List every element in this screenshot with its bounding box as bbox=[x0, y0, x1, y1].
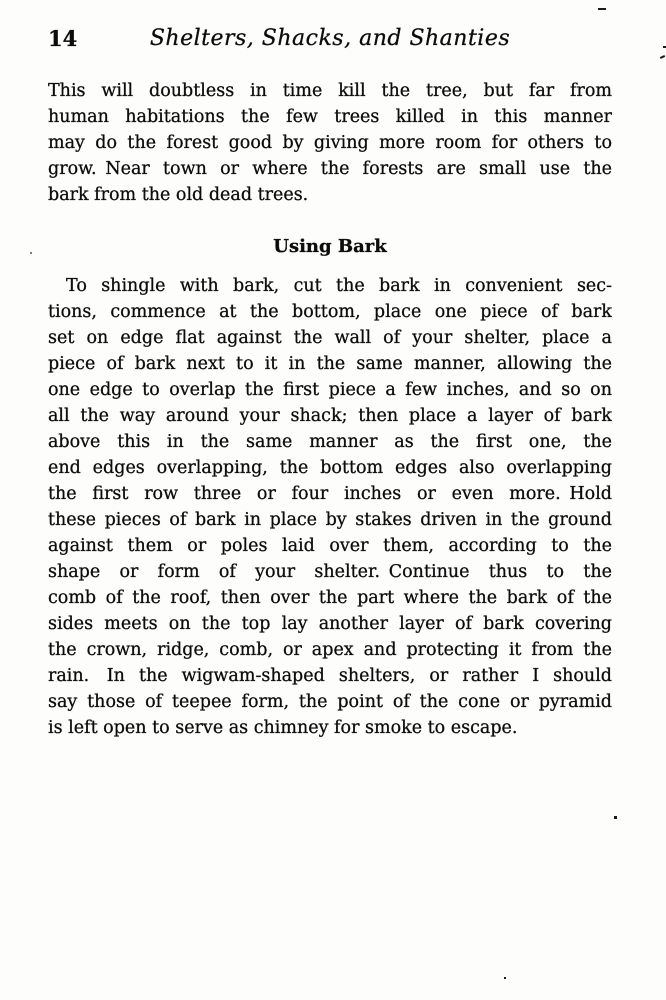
text-line: rain. In the wigwam-shaped shelters, or rather I should bbox=[48, 666, 612, 686]
text-line: above this in the same manner as the first one, the bbox=[48, 432, 612, 452]
text-line: is left open to serve as chimney for smoke to escape. bbox=[48, 718, 518, 738]
text-line: grow. Near town or where the forests are small use the bbox=[48, 159, 612, 179]
text-line: the first row three or four inches or even more. Hold bbox=[48, 484, 612, 504]
scan-artifact-dot bbox=[30, 252, 32, 254]
scan-artifact-dash bbox=[598, 8, 606, 10]
text-line: end edges overlapping, the bottom edges also overlapping bbox=[48, 458, 612, 478]
text-column bbox=[48, 25, 612, 741]
text-line: one edge to overlap the first piece a few inches, and so on bbox=[48, 380, 612, 400]
scan-artifact-tick bbox=[660, 55, 665, 59]
text-line: bark from the old dead trees. bbox=[48, 185, 309, 205]
text-line: these pieces of bark in place by stakes driven in the ground bbox=[48, 510, 612, 530]
text-line: say those of teepee form, the point of the cone or pyramid bbox=[48, 692, 612, 712]
page-number: 14 bbox=[48, 26, 78, 51]
paragraph bbox=[48, 78, 612, 208]
text-line: may do the forest good by giving more room for others to bbox=[48, 133, 612, 153]
text-line: the crown, ridge, comb, or apex and protecting it from the bbox=[48, 640, 612, 660]
text-line: tions, commence at the bottom, place one piece of bark bbox=[48, 302, 612, 322]
running-title: Shelters, Shacks, and Shanties bbox=[149, 26, 511, 51]
scan-artifact-dot bbox=[614, 816, 617, 819]
text-line: comb of the roof, then over the part where the bark of the bbox=[48, 588, 612, 608]
text-line: sides meets on the top lay another layer of bark covering bbox=[48, 614, 612, 634]
page-header bbox=[48, 25, 612, 52]
text-line: against them or poles laid over them, according to the bbox=[48, 536, 612, 556]
text-line: all the way around your shack; then place a layer of bark bbox=[48, 406, 612, 426]
text-line: shape or form of your shelter. Continue thus to the bbox=[48, 562, 612, 582]
text-line: set on edge flat against the wall of your shelter, place a bbox=[48, 328, 612, 348]
text-line: To shingle with bark, cut the bark in convenient sec- bbox=[66, 276, 612, 296]
text-line: human habitations the few trees killed in this manner bbox=[48, 107, 612, 127]
scan-artifact-dot bbox=[504, 977, 506, 979]
text-line: piece of bark next to it in the same manner, allowing the bbox=[48, 354, 612, 374]
paragraph bbox=[48, 273, 612, 741]
text-line: This will doubtless in time kill the tree, but far from bbox=[48, 81, 612, 101]
section-heading: Using Bark bbox=[273, 236, 387, 257]
